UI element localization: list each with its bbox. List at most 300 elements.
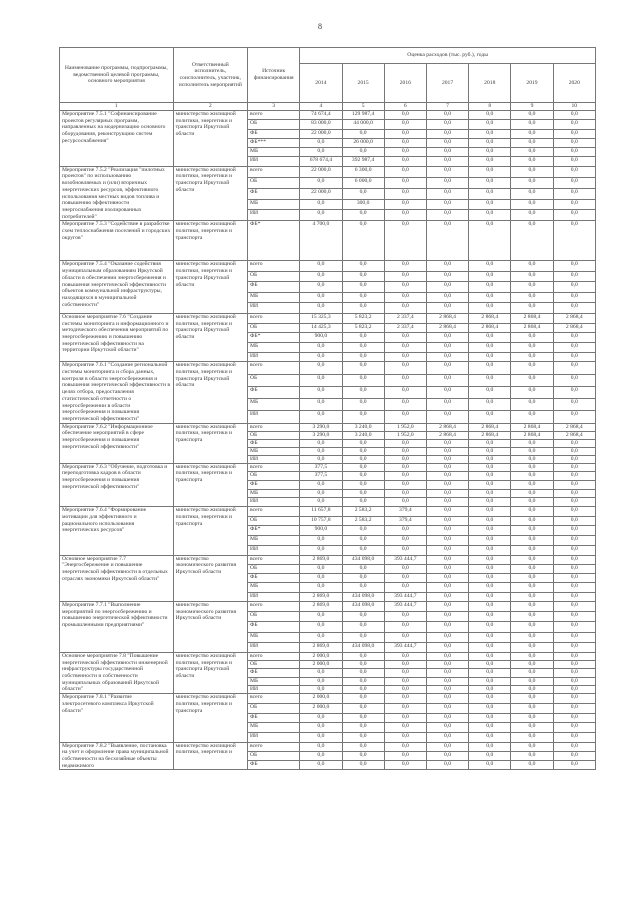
amount-cell: 0,0	[511, 166, 553, 177]
amount-cell: 0,0	[469, 703, 511, 713]
funding-source-cell: ОБ	[248, 661, 300, 669]
funding-source-cell: всего	[248, 602, 300, 612]
funding-source-cell: ФБ*	[248, 333, 300, 343]
amount-cell: 0,0	[384, 362, 426, 374]
funding-source-cell: ФБ	[248, 129, 300, 138]
amount-cell: 0,0	[342, 282, 384, 293]
amount-cell: 0,0	[300, 583, 342, 592]
responsible-executor: министерство экономического развития Иркутской области	[173, 602, 247, 653]
amount-cell: 0,0	[511, 221, 553, 261]
amount-cell: 0,0	[300, 447, 342, 455]
amount-cell: 0,0	[342, 574, 384, 583]
amount-cell: 0,0	[511, 447, 553, 455]
amount-cell: 0,0	[469, 120, 511, 129]
amount-cell: 0,0	[342, 526, 384, 536]
amount-cell: 434 098,0	[342, 642, 384, 652]
amount-cell: 0,0	[300, 455, 342, 463]
responsible-executor: министерство жилищной политики, энергетики и транспорта	[173, 507, 247, 555]
amount-cell: 14 425,3	[300, 323, 342, 333]
amount-cell: 0,0	[553, 157, 595, 166]
amount-cell: 0,0	[553, 292, 595, 303]
amount-cell: 0,0	[553, 677, 595, 685]
amount-cell: 0,0	[384, 333, 426, 343]
amount-cell: 3 290,0	[300, 423, 342, 431]
amount-cell: 0,0	[511, 516, 553, 526]
amount-cell: 0,0	[469, 177, 511, 188]
table-row	[60, 166, 596, 177]
amount-cell: 0,0	[342, 292, 384, 303]
amount-cell: 0,0	[511, 292, 553, 303]
amount-cell: 1 952,0	[384, 423, 426, 431]
amount-cell: 0,0	[300, 374, 342, 386]
column-index: 4	[300, 103, 342, 111]
header-year: 2014	[300, 64, 342, 103]
amount-cell: 0,0	[300, 292, 342, 303]
amount-cell: 2 868,4	[553, 313, 595, 323]
amount-cell: 26 000,0	[342, 138, 384, 147]
amount-cell: 0,0	[426, 694, 468, 704]
amount-cell: 0,0	[384, 166, 426, 177]
amount-cell: 0,0	[342, 713, 384, 723]
table-row	[60, 261, 596, 272]
amount-cell: 0,0	[511, 352, 553, 362]
amount-cell: 0,0	[511, 761, 553, 770]
amount-cell: 0,0	[469, 761, 511, 770]
amount-cell: 0,0	[300, 612, 342, 622]
amount-cell: 3 240,0	[342, 423, 384, 431]
amount-cell: 0,0	[384, 455, 426, 463]
amount-cell: 0,0	[342, 210, 384, 221]
funding-source-cell: ФБ	[248, 282, 300, 293]
amount-cell: 0,0	[300, 177, 342, 188]
amount-cell: 0,0	[384, 411, 426, 423]
amount-cell: 0,0	[384, 669, 426, 677]
amount-cell: 0,0	[553, 120, 595, 129]
amount-cell: 0,0	[300, 632, 342, 642]
table-row	[60, 463, 596, 472]
amount-cell: 0,0	[511, 661, 553, 669]
measure-name: Основное мероприятие 7.6 "Создание системы мониторинга и информационного и методического обеспечения мероприятий по энергосбережению и повышению энергетической эффективности на территории Иркутской области"	[60, 313, 174, 361]
amount-cell: 0,0	[384, 148, 426, 157]
amount-cell: 0,0	[469, 583, 511, 592]
amount-cell: 0,0	[342, 481, 384, 490]
amount-cell: 5 823,2	[342, 313, 384, 323]
measure-name: Мероприятие 7.7.1 "Выполнение мероприятий по энергосбережению и повышению энергетической эффективности промышленными предприятиями"	[60, 602, 174, 653]
amount-cell: 0,0	[384, 632, 426, 642]
amount-cell: 0,0	[426, 642, 468, 652]
amount-cell: 0,0	[342, 221, 384, 261]
amount-cell: 0,0	[469, 481, 511, 490]
amount-cell: 0,0	[469, 148, 511, 157]
amount-cell: 0,0	[300, 303, 342, 314]
funding-source-cell: ИИ	[248, 157, 300, 166]
funding-source-cell: ФБ*	[248, 221, 300, 261]
amount-cell: 22 000,0	[300, 188, 342, 199]
amount-cell: 0,0	[426, 221, 468, 261]
measure-name: Мероприятие 7.6.3 "Обучение, подготовка и переподготовка кадров в области энергосбережения и повышения энергетической эффективности"	[60, 463, 174, 506]
amount-cell: 0,0	[553, 352, 595, 362]
measure-name: Мероприятие 7.8.2 "Выявление, постановка на учет и оформление права муниципальной собственности на бесхозяйные объекты недвижимого	[60, 742, 174, 770]
amount-cell: 2 868,4	[426, 323, 468, 333]
amount-cell: 0,0	[553, 723, 595, 733]
amount-cell: 0,0	[426, 261, 468, 272]
amount-cell: 0,0	[469, 333, 511, 343]
amount-cell: 0,0	[511, 303, 553, 314]
amount-cell: 0,0	[342, 303, 384, 314]
amount-cell: 2 869,0	[300, 555, 342, 564]
amount-cell: 0,0	[511, 498, 553, 507]
amount-cell: 0,0	[384, 199, 426, 210]
amount-cell: 0,0	[342, 188, 384, 199]
amount-cell: 0,0	[426, 742, 468, 751]
amount-cell: 0,0	[342, 362, 384, 374]
amount-cell: 0,0	[553, 447, 595, 455]
funding-source-cell: всего	[248, 555, 300, 564]
column-index-row	[60, 103, 596, 111]
amount-cell: 0,0	[469, 751, 511, 760]
amount-cell: 0,0	[384, 282, 426, 293]
amount-cell: 0,0	[384, 751, 426, 760]
amount-cell: 0,0	[469, 188, 511, 199]
amount-cell: 0,0	[426, 632, 468, 642]
amount-cell: 0,0	[553, 386, 595, 398]
amount-cell: 0,0	[426, 177, 468, 188]
measure-name: Мероприятие 7.5.1 "Софинансирование проектов регулярных программ, направленных на модернизацию основного оборудования, реконструкцию систем ресурсоснабжения"	[60, 111, 174, 167]
amount-cell: 0,0	[384, 210, 426, 221]
amount-cell: 0,0	[342, 723, 384, 733]
amount-cell: 0,0	[342, 632, 384, 642]
amount-cell: 0,0	[426, 507, 468, 517]
amount-cell: 0,0	[511, 685, 553, 693]
amount-cell: 2 583,2	[342, 507, 384, 517]
funding-source-cell: всего	[248, 694, 300, 704]
funding-source-cell: всего	[248, 166, 300, 177]
responsible-executor: министерство экономического развития Иркутской области	[173, 555, 247, 601]
funding-source-cell: ФБ*	[248, 526, 300, 536]
responsible-executor: министерство жилищной политики, энергетики и транспорта Иркутской области	[173, 362, 247, 423]
amount-cell: 0,0	[426, 303, 468, 314]
amount-cell: 0,0	[469, 677, 511, 685]
column-index: 3	[248, 103, 300, 111]
amount-cell: 0,0	[342, 489, 384, 498]
measure-name: Мероприятие 7.6.4 "Формирование мотивации для эффективного и рационального использования энергетических ресурсов"	[60, 507, 174, 555]
amount-cell: 0,0	[426, 516, 468, 526]
amount-cell: 0,0	[342, 669, 384, 677]
amount-cell: 0,0	[469, 498, 511, 507]
amount-cell: 0,0	[469, 447, 511, 455]
responsible-executor: министерство жилищной политики, энергетики и транспорта Иркутской области	[173, 261, 247, 314]
amount-cell: 0,0	[384, 498, 426, 507]
amount-cell: 0,0	[553, 498, 595, 507]
amount-cell: 0,0	[511, 574, 553, 583]
amount-cell: 2 000,0	[300, 661, 342, 669]
amount-cell: 0,0	[511, 732, 553, 742]
amount-cell: 0,0	[511, 188, 553, 199]
amount-cell: 0,0	[553, 592, 595, 601]
amount-cell: 0,0	[553, 507, 595, 517]
amount-cell: 0,0	[342, 661, 384, 669]
amount-cell: 0,0	[469, 685, 511, 693]
amount-cell: 0,0	[511, 472, 553, 481]
funding-source-cell: ФБ***	[248, 138, 300, 147]
amount-cell: 0,0	[426, 661, 468, 669]
measure-name: Мероприятие 7.5.4 "Оказание содействия муниципальным образованиям Иркутской области в обеспечении энергосбережения и повышения энергетической эффективности объектов коммунальной инфраструктуры, находящихся в муниципальной собственности"	[60, 261, 174, 314]
amount-cell: 0,0	[384, 612, 426, 622]
funding-source-cell: ИИ	[248, 732, 300, 742]
amount-cell: 0,0	[469, 516, 511, 526]
amount-cell: 0,0	[469, 592, 511, 601]
amount-cell: 0,0	[469, 489, 511, 498]
funding-source-cell: МБ	[248, 399, 300, 411]
amount-cell: 0,0	[469, 271, 511, 282]
funding-source-cell: МБ	[248, 489, 300, 498]
amount-cell: 0,0	[384, 703, 426, 713]
amount-cell: 0,0	[384, 713, 426, 723]
amount-cell: 22 000,0	[300, 166, 342, 177]
amount-cell: 0,0	[511, 177, 553, 188]
amount-cell: 0,0	[384, 761, 426, 770]
amount-cell: 0,0	[553, 472, 595, 481]
amount-cell: 0,0	[300, 386, 342, 398]
amount-cell: 0,0	[300, 498, 342, 507]
column-index: 8	[469, 103, 511, 111]
amount-cell: 0,0	[384, 677, 426, 685]
amount-cell: 0,0	[469, 129, 511, 138]
amount-cell: 0,0	[469, 694, 511, 704]
funding-source-cell: всего	[248, 423, 300, 431]
column-index: 1	[60, 103, 174, 111]
amount-cell: 0,0	[469, 166, 511, 177]
amount-cell: 0,0	[553, 612, 595, 622]
funding-source-cell: ИИ	[248, 545, 300, 555]
amount-cell: 0,0	[469, 564, 511, 573]
amount-cell: 0,0	[469, 632, 511, 642]
amount-cell: 0,0	[426, 166, 468, 177]
funding-source-cell: ИИ	[248, 592, 300, 601]
amount-cell: 0,0	[426, 111, 468, 120]
amount-cell: 0,0	[426, 199, 468, 210]
amount-cell: 0,0	[300, 411, 342, 423]
funding-source-cell: ФБ	[248, 713, 300, 723]
amount-cell: 0,0	[426, 703, 468, 713]
amount-cell: 0,0	[300, 210, 342, 221]
amount-cell: 2 868,4	[469, 431, 511, 439]
amount-cell: 0,0	[553, 751, 595, 760]
amount-cell: 0,0	[300, 622, 342, 632]
amount-cell: 392 987,4	[342, 157, 384, 166]
amount-cell: 0,0	[553, 342, 595, 352]
amount-cell: 0,0	[511, 564, 553, 573]
amount-cell: 0,0	[553, 210, 595, 221]
amount-cell: 0,0	[426, 612, 468, 622]
amount-cell: 0,0	[342, 463, 384, 472]
amount-cell: 0,0	[553, 703, 595, 713]
amount-cell: 0,0	[300, 574, 342, 583]
amount-cell: 0,0	[384, 292, 426, 303]
amount-cell: 0,0	[300, 481, 342, 490]
amount-cell: 0,0	[553, 583, 595, 592]
amount-cell: 2 868,4	[426, 431, 468, 439]
responsible-executor: министерство жилищной политики, энергетики и транспорта Иркутской области	[173, 313, 247, 361]
amount-cell: 0,0	[511, 669, 553, 677]
amount-cell: 2 868,4	[426, 313, 468, 323]
funding-source-cell: ИИ	[248, 303, 300, 314]
amount-cell: 0,0	[300, 723, 342, 733]
amount-cell: 0,0	[553, 374, 595, 386]
amount-cell: 0,0	[342, 342, 384, 352]
funding-source-cell: МБ	[248, 723, 300, 733]
amount-cell: 0,0	[553, 742, 595, 751]
amount-cell: 0,0	[342, 677, 384, 685]
amount-cell: 0,0	[553, 188, 595, 199]
amount-cell: 0,0	[342, 564, 384, 573]
amount-cell: 393 444,7	[384, 602, 426, 612]
amount-cell: 0,0	[469, 574, 511, 583]
header-year: 2017	[426, 64, 468, 103]
amount-cell: 0,0	[300, 489, 342, 498]
funding-source-cell: ОБ	[248, 271, 300, 282]
column-index: 5	[342, 103, 384, 111]
amount-cell: 0,0	[511, 120, 553, 129]
amount-cell: 1 952,0	[384, 431, 426, 439]
amount-cell: 0,0	[553, 602, 595, 612]
amount-cell: 2 000,0	[300, 652, 342, 660]
amount-cell: 2 868,4	[469, 423, 511, 431]
funding-source-cell: МБ	[248, 632, 300, 642]
amount-cell: 0,0	[426, 564, 468, 573]
amount-cell: 0,0	[426, 282, 468, 293]
amount-cell: 0,0	[511, 342, 553, 352]
funding-source-cell: ИИ	[248, 210, 300, 221]
table-row	[60, 602, 596, 612]
amount-cell: 0,0	[426, 677, 468, 685]
header-executor: Ответственный исполнитель, соисполнитель, участник, исполнитель мероприятий	[173, 48, 247, 103]
amount-cell: 0,0	[426, 333, 468, 343]
amount-cell: 83 000,0	[300, 120, 342, 129]
funding-source-cell: ОБ	[248, 564, 300, 573]
amount-cell: 393 444,7	[384, 555, 426, 564]
amount-cell: 0,0	[384, 545, 426, 555]
amount-cell: 0,0	[511, 642, 553, 652]
funding-source-cell: МБ	[248, 583, 300, 592]
amount-cell: 0,0	[426, 362, 468, 374]
amount-cell: 0,0	[553, 536, 595, 546]
amount-cell: 0,0	[553, 526, 595, 536]
amount-cell: 0,0	[469, 157, 511, 166]
funding-source-cell: ИИ	[248, 498, 300, 507]
amount-cell: 0,0	[342, 399, 384, 411]
amount-cell: 0,0	[426, 399, 468, 411]
amount-cell: 5 823,2	[342, 323, 384, 333]
amount-cell: 0,0	[426, 138, 468, 147]
amount-cell: 0,0	[553, 221, 595, 261]
amount-cell: 0,0	[426, 210, 468, 221]
amount-cell: 2 337,4	[384, 323, 426, 333]
table-row	[60, 423, 596, 431]
amount-cell: 0,0	[511, 261, 553, 272]
amount-cell: 0,0	[553, 661, 595, 669]
funding-source-cell: ИИ	[248, 352, 300, 362]
amount-cell: 0,0	[300, 761, 342, 770]
table-header	[60, 48, 596, 111]
amount-cell: 0,0	[300, 564, 342, 573]
amount-cell: 0,0	[511, 536, 553, 546]
amount-cell: 0,0	[342, 622, 384, 632]
amount-cell: 0,0	[553, 177, 595, 188]
amount-cell: 0,0	[342, 472, 384, 481]
amount-cell: 0,0	[553, 481, 595, 490]
amount-cell: 0,0	[511, 463, 553, 472]
funding-source-cell: всего	[248, 111, 300, 120]
amount-cell: 393 444,7	[384, 592, 426, 601]
amount-cell: 0,0	[342, 439, 384, 447]
amount-cell: 0,0	[384, 661, 426, 669]
amount-cell: 0,0	[300, 677, 342, 685]
amount-cell: 0,0	[384, 732, 426, 742]
funding-source-cell: ИИ	[248, 642, 300, 652]
amount-cell: 0,0	[553, 632, 595, 642]
amount-cell: 2 868,4	[511, 313, 553, 323]
amount-cell: 2 868,4	[511, 423, 553, 431]
amount-cell: 0,0	[300, 669, 342, 677]
table-row	[60, 221, 596, 261]
amount-cell: 0,0	[553, 622, 595, 632]
amount-cell: 0,0	[300, 282, 342, 293]
amount-cell: 0,0	[426, 271, 468, 282]
amount-cell: 0,0	[300, 352, 342, 362]
column-index: 6	[384, 103, 426, 111]
amount-cell: 0,0	[342, 261, 384, 272]
amount-cell: 0,0	[511, 111, 553, 120]
amount-cell: 0,0	[469, 210, 511, 221]
amount-cell: 0,0	[342, 333, 384, 343]
amount-cell: 0,0	[426, 723, 468, 733]
amount-cell: 0,0	[426, 545, 468, 555]
amount-cell: 0,0	[426, 342, 468, 352]
amount-cell: 2 868,4	[553, 323, 595, 333]
funding-source-cell: всего	[248, 261, 300, 272]
amount-cell: 0,0	[342, 612, 384, 622]
table-row	[60, 111, 596, 120]
amount-cell: 2 337,4	[384, 313, 426, 323]
funding-source-cell: МБ	[248, 447, 300, 455]
amount-cell: 0,0	[426, 352, 468, 362]
amount-cell: 0,0	[553, 463, 595, 472]
funding-source-cell: МБ	[248, 536, 300, 546]
amount-cell: 0,0	[342, 694, 384, 704]
amount-cell: 0,0	[426, 472, 468, 481]
amount-cell: 0,0	[426, 157, 468, 166]
amount-cell: 0,0	[469, 669, 511, 677]
amount-cell: 0,0	[511, 148, 553, 157]
amount-cell: 0,0	[469, 732, 511, 742]
amount-cell: 0,0	[553, 411, 595, 423]
amount-cell: 0,0	[426, 583, 468, 592]
amount-cell: 0,0	[511, 386, 553, 398]
amount-cell: 0,0	[384, 271, 426, 282]
measure-name: Мероприятие 7.5.2 "Реализация "пилотных проектов" по использованию возобновляемых и (или) вторичных энергетических ресурсов, эффективного использования местных видов топлива и повышению эффективности энергоснабжения изолированных потребителей"	[60, 166, 174, 221]
page-number: 8	[318, 22, 322, 31]
amount-cell: 0,0	[342, 685, 384, 693]
amount-cell: 0,0	[511, 703, 553, 713]
amount-cell: 0,0	[342, 374, 384, 386]
budget-table	[59, 47, 596, 770]
amount-cell: 0,0	[426, 602, 468, 612]
amount-cell: 0,0	[384, 120, 426, 129]
amount-cell: 0,0	[469, 536, 511, 546]
amount-cell: 0,0	[384, 564, 426, 573]
amount-cell: 0,0	[384, 303, 426, 314]
